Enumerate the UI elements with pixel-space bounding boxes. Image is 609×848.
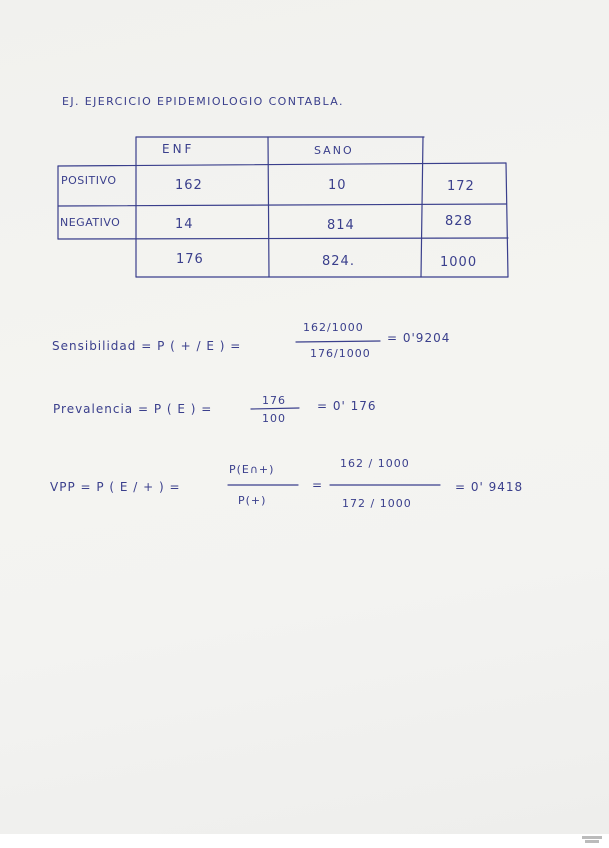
prevalencia-result: = 0' 176	[317, 399, 377, 413]
sensibilidad-lhs: Sensibilidad = P ( + / E ) =	[52, 339, 242, 353]
prevalencia-numerator: 176	[262, 394, 286, 407]
cell-pos-enf: 162	[175, 178, 203, 193]
vpp-result: = 0' 9418	[455, 480, 524, 494]
prevalencia-lhs: Prevalencia = P ( E ) =	[53, 402, 213, 416]
total-sano: 824.	[322, 254, 355, 269]
cell-pos-total: 172	[447, 179, 475, 194]
cell-pos-sano: 10	[328, 178, 347, 193]
scanner-logo-icon	[581, 836, 603, 846]
cell-neg-sano: 814	[327, 218, 355, 233]
sensibilidad-numerator: 162/1000	[303, 321, 364, 334]
vpp-equals: =	[312, 478, 324, 492]
exercise-title: EJ. EJERCICIO EPIDEMIOLOGIO CONTABLA.	[62, 95, 344, 108]
vpp-denominator-1: P(+)	[238, 494, 267, 507]
sensibilidad-denominator: 176/1000	[310, 347, 371, 360]
prevalencia-denominator: 100	[262, 412, 286, 425]
row-label-negativo: NEGATIVO	[60, 216, 121, 229]
vpp-numerator-2: 162 / 1000	[340, 457, 410, 470]
total-enf: 176	[176, 252, 204, 267]
vpp-lhs: VPP = P ( E / + ) =	[50, 480, 181, 494]
cell-neg-total: 828	[445, 214, 473, 229]
col-header-enf: ENF	[162, 142, 195, 156]
vpp-denominator-2: 172 / 1000	[342, 497, 412, 510]
col-header-sano: SANO	[314, 144, 354, 157]
row-label-positivo: POSITIVO	[61, 174, 117, 187]
total-grand: 1000	[440, 255, 478, 270]
sensibilidad-result: = 0'9204	[387, 331, 451, 345]
vpp-numerator-1: P(E∩+)	[229, 463, 275, 476]
cell-neg-enf: 14	[175, 217, 194, 232]
